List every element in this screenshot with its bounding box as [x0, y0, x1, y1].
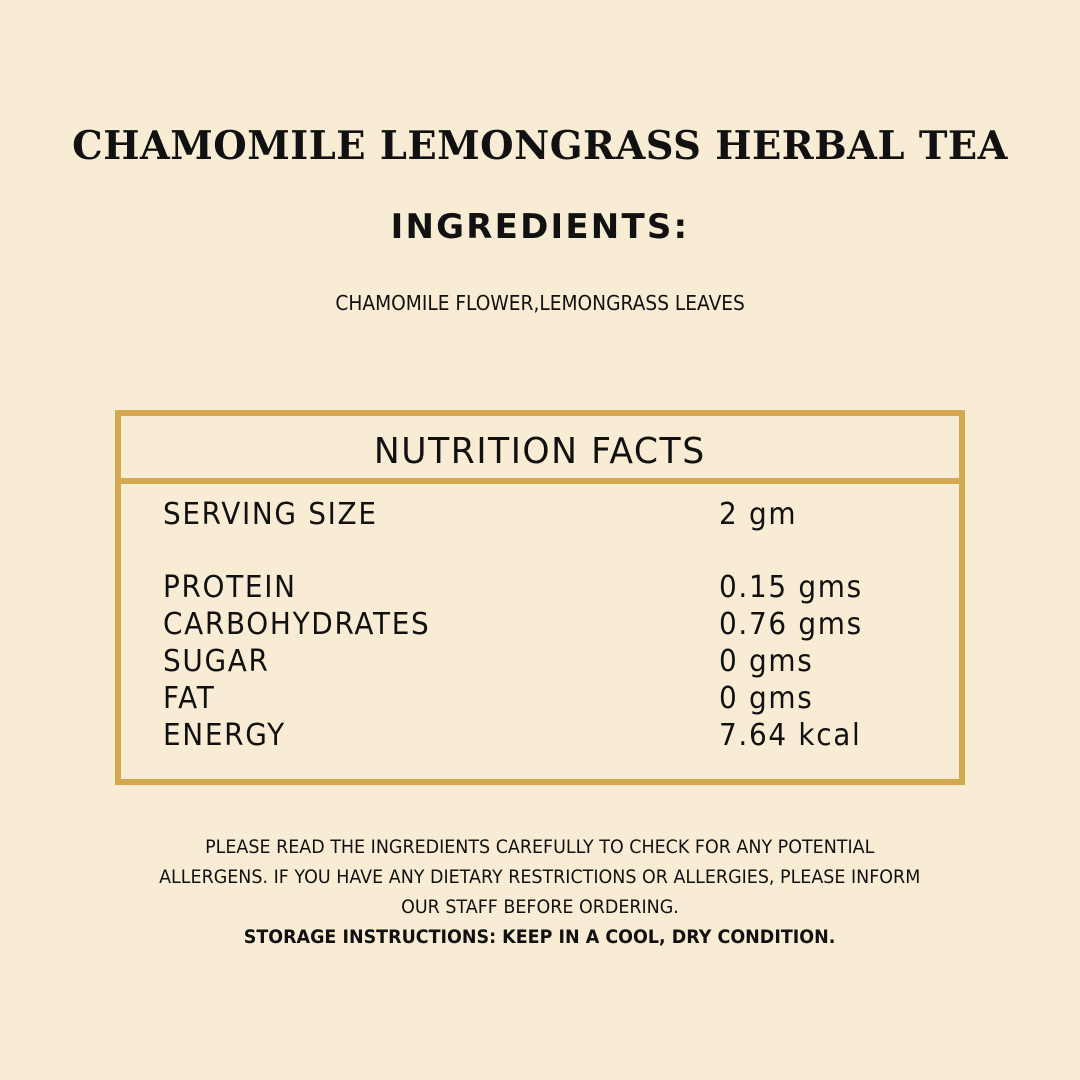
nutrition-label: FAT — [163, 681, 216, 716]
nutrition-value: 0 gms — [719, 644, 814, 679]
nutrition-label: PROTEIN — [163, 570, 297, 605]
allergen-notice-text: ALLERGENS. IF YOU HAVE ANY DIETARY RESTRICTIONS OR ALLERGIES, PLEASE INFORM — [159, 866, 921, 888]
nutrition-row-protein — [121, 569, 959, 606]
nutrition-value: 0.15 gms — [719, 570, 863, 605]
storage-instructions — [0, 922, 1080, 952]
nutrition-value: 7.64 kcal — [719, 718, 862, 753]
nutrition-label: SERVING SIZE — [163, 497, 378, 532]
nutrition-row-serving-size — [121, 496, 959, 533]
nutrition-facts-heading-text: NUTRITION FACTS — [374, 431, 706, 472]
nutrition-label: CARBOHYDRATES — [163, 607, 431, 642]
ingredients-list-text: CHAMOMILE FLOWER,LEMONGRASS LEAVES — [335, 291, 745, 315]
nutrition-label: SUGAR — [163, 644, 270, 679]
nutrition-row-carbohydrates — [121, 606, 959, 643]
allergen-notice-line — [0, 832, 1080, 862]
allergen-notice-line — [0, 862, 1080, 892]
product-title-text: CHAMOMILE LEMONGRASS HERBAL TEA — [72, 123, 1008, 169]
nutrition-row-sugar — [121, 643, 959, 680]
ingredients-heading: INGREDIENTS: — [390, 207, 690, 247]
nutrition-facts-heading — [121, 430, 959, 474]
nutrition-row-energy — [121, 717, 959, 754]
nutrition-value: 0.76 gms — [719, 607, 863, 642]
storage-instructions-text: STORAGE INSTRUCTIONS: KEEP IN A COOL, DRY CONDITION. — [244, 926, 836, 948]
nutrition-row-fat — [121, 680, 959, 717]
nutrition-facts-panel — [115, 410, 965, 785]
nutrition-label: ENERGY — [163, 718, 286, 753]
product-title — [0, 122, 1080, 170]
nutrition-value: 2 gm — [719, 497, 798, 532]
allergen-notice-line — [0, 892, 1080, 922]
nutrition-divider — [121, 478, 959, 484]
allergen-notice-text: OUR STAFF BEFORE ORDERING. — [401, 896, 679, 918]
nutrition-value: 0 gms — [719, 681, 814, 716]
allergen-notice-text: PLEASE READ THE INGREDIENTS CAREFULLY TO CHECK FOR ANY POTENTIAL — [205, 836, 875, 858]
ingredients-list — [0, 287, 1080, 319]
